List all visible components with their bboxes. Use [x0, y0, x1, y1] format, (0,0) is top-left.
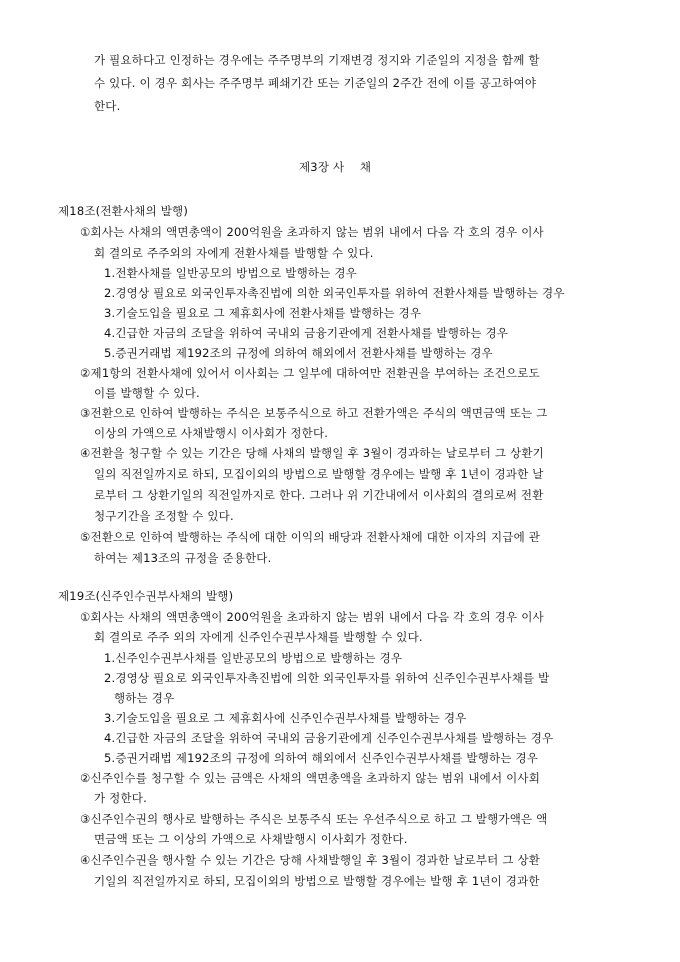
list-item: 3.기술도입을 필요로 그 제휴회사에 전환사채를 발행하는 경우 — [104, 306, 422, 320]
article-title: 제19조(신주인수권부사채의 발행) — [58, 589, 234, 603]
list-item: 4.긴급한 자금의 조달을 위하여 국내외 금융기관에게 전환사채를 발행하는 경우 — [104, 326, 509, 340]
paragraph-line: 기일의 직전일까지로 하되, 모집이외의 방법으로 발행할 경우에는 발행 후 1년이 경과한 — [94, 874, 540, 888]
paragraph-line: ④전환을 청구할 수 있는 기간은 당해 사채의 발행일 후 3월이 경과하는 날로부터 그 상환기 — [80, 446, 544, 460]
chapter-title: 제3장 사 채 — [299, 160, 372, 174]
paragraph-line: 이를 발행할 수 있다. — [94, 386, 200, 400]
paragraph-line: ①회사는 사채의 액면총액이 200억원을 초과하지 않는 범위 내에서 다음 각 호의 경우 이사 — [80, 225, 544, 239]
paragraph-line: 회 결의로 주주 외의 자에게 신주인수권부사채를 발행할 수 있다. — [94, 630, 423, 644]
paragraph-line: ②신주인수를 청구할 수 있는 금액은 사채의 액면총액을 초과하지 않는 범위 내에서 이사회 — [80, 771, 541, 785]
intro-line: 가 필요하다고 인정하는 경우에는 주주명부의 기재변경 정지와 기준일의 지정을 함께 할 — [94, 53, 540, 67]
paragraph-line: 가 정한다. — [94, 791, 147, 805]
paragraph-line: 일의 직전일까지로 하되, 모집이외의 방법으로 발행할 경우에는 발행 후 1년이 경과한 날 — [94, 467, 544, 481]
list-item: 행하는 경우 — [114, 691, 175, 705]
list-item: 2.경영상 필요로 외국인투자촉진법에 의한 외국인투자를 위하여 신주인수권부사채를 발 — [104, 671, 550, 685]
paragraph-line: 로부터 그 상환기일의 직전일까지로 한다. 그러나 위 기간내에서 이사회의 결의로써 전환 — [94, 488, 544, 502]
list-item: 3.기술도입을 필요로 그 제휴회사에 신주인수권부사채를 발행하는 경우 — [104, 711, 467, 725]
article-title: 제18조(전환사채의 발행) — [58, 204, 189, 218]
list-item: 5.증권거래법 제192조의 규정에 의하여 해외에서 신주인수권부사채를 발행하는 경우 — [104, 751, 539, 765]
intro-line: 한다. — [94, 99, 121, 113]
list-item: 2.경영상 필요로 외국인투자촉진법에 의한 외국인투자를 위하여 전환사채를 발행하는 경우 — [104, 286, 565, 300]
list-item: 5.증권거래법 제192조의 규정에 의하여 해외에서 전환사채를 발행하는 경우 — [104, 346, 493, 360]
paragraph-line: 이상의 가액으로 사채발행시 이사회가 정한다. — [94, 426, 329, 440]
paragraph-line: ③전환으로 인하여 발행하는 주식은 보통주식으로 하고 전환가액은 주식의 액면금액 또는 그 — [80, 406, 548, 420]
paragraph-line: 면금액 또는 그 이상의 가액으로 사채발행시 이사회가 정한다. — [94, 832, 408, 846]
paragraph-line: ②제1항의 전환사채에 있어서 이사회는 그 일부에 대하여만 전환권을 부여하는 조건으로도 — [80, 366, 540, 380]
paragraph-line: ④신주인수권을 행사할 수 있는 기간은 당해 사채발행일 후 3월이 경과한 날로부터 그 상환 — [80, 853, 541, 867]
paragraph-line: 청구기간을 조정할 수 있다. — [94, 509, 234, 523]
paragraph-line: ①회사는 사채의 액면총액이 200억원을 초과하지 않는 범위 내에서 다음 각 호의 경우 이사 — [80, 610, 544, 624]
list-item: 1.신주인수권부사채를 일반공모의 방법으로 발행하는 경우 — [104, 651, 403, 665]
paragraph-line: ⑤전환으로 인하여 발행하는 주식에 대한 이익의 배당과 전환사채에 대한 이자의 지급에 관 — [80, 530, 541, 544]
intro-line: 수 있다. 이 경우 회사는 주주명부 폐쇄기간 또는 기준일의 2주간 전에 이를 공고하여야 — [94, 76, 537, 90]
list-item: 1.전환사채를 일반공모의 방법으로 발행하는 경우 — [104, 266, 357, 280]
paragraph-line: 하여는 제13조의 규정을 준용한다. — [94, 551, 272, 565]
paragraph-line: 회 결의로 주주외의 자에게 전환사채를 발행할 수 있다. — [94, 246, 374, 260]
paragraph-line: ③신주인수권의 행사로 발행하는 주식은 보통주식 또는 우선주식으로 하고 그 발행가액은 액 — [80, 812, 548, 826]
list-item: 4.긴급한 자금의 조달을 위하여 국내외 금융기관에게 신주인수권부사채를 발행하는 경우 — [104, 731, 554, 745]
